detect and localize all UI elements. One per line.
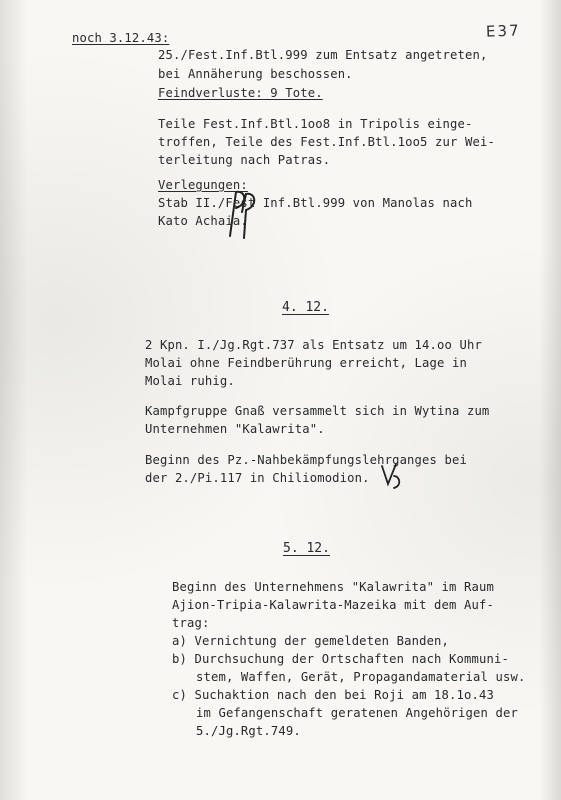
- text-line: bei Annäherung beschossen.: [158, 67, 353, 81]
- text-line: Ajion-Tripia-Kalawrita-Mazeika mit dem Auf-: [172, 598, 494, 612]
- scan-shadow-left: [0, 0, 28, 800]
- section-heading-5-12: 5. 12.: [283, 541, 330, 556]
- text-line: Beginn des Pz.-Nahbekämpfungslehrganges bei: [145, 453, 467, 467]
- scan-shadow-right: [539, 0, 561, 800]
- date-reference: noch 3.12.43:: [72, 31, 170, 45]
- text-line: Molai ruhig.: [145, 374, 235, 388]
- text-line: Beginn des Unternehmens "Kalawrita" im Raum: [172, 580, 494, 594]
- handwritten-initials: [378, 458, 408, 492]
- text-line: Kato Achaia.: [158, 214, 248, 228]
- page-number: E37: [485, 21, 521, 41]
- section-heading-4-12: 4. 12.: [282, 300, 329, 315]
- text-line: Unternehmen "Kalawrita".: [145, 422, 325, 436]
- list-item-b-continued: stem, Waffen, Gerät, Propagandamaterial usw.: [196, 670, 526, 684]
- text-line: 25./Fest.Inf.Btl.999 zum Entsatz angetreten,: [158, 48, 488, 62]
- text-line: Molai ohne Feindberührung erreicht, Lage in: [145, 356, 467, 370]
- text-line: 2 Kpn. I./Jg.Rgt.737 als Entsatz um 14.oo Uhr: [145, 338, 482, 352]
- text-line: trag:: [172, 616, 210, 630]
- list-item-b: b) Durchsuchung der Ortschaften nach Kommuni-: [172, 652, 509, 666]
- text-line: Feindverluste: 9 Tote.: [158, 86, 323, 100]
- list-item-c-continued: 5./Jg.Rgt.749.: [196, 724, 301, 738]
- list-item-c: c) Suchaktion nach den bei Roji am 18.1o.43: [172, 688, 494, 702]
- text-line: Stab II./Fest Inf.Btl.999 von Manolas nach: [158, 196, 473, 210]
- text-line: Kampfgruppe Gnaß versammelt sich in Wytina zum: [145, 404, 490, 418]
- handwritten-initials: [222, 186, 264, 242]
- text-line: der 2./Pi.117 in Chiliomodion.: [145, 471, 370, 485]
- text-line: terleitung nach Patras.: [158, 153, 331, 167]
- list-item-a: a) Vernichtung der gemeldeten Banden,: [172, 634, 450, 648]
- subheading-verlegungen: Verlegungen:: [158, 178, 248, 192]
- text-line: troffen, Teile des Fest.Inf.Btl.1oo5 zur Wei-: [158, 135, 495, 149]
- text-line: Teile Fest.Inf.Btl.1oo8 in Tripolis einge-: [158, 117, 473, 131]
- list-item-c-continued: im Gefangenschaft geratenen Angehörigen der: [196, 706, 518, 720]
